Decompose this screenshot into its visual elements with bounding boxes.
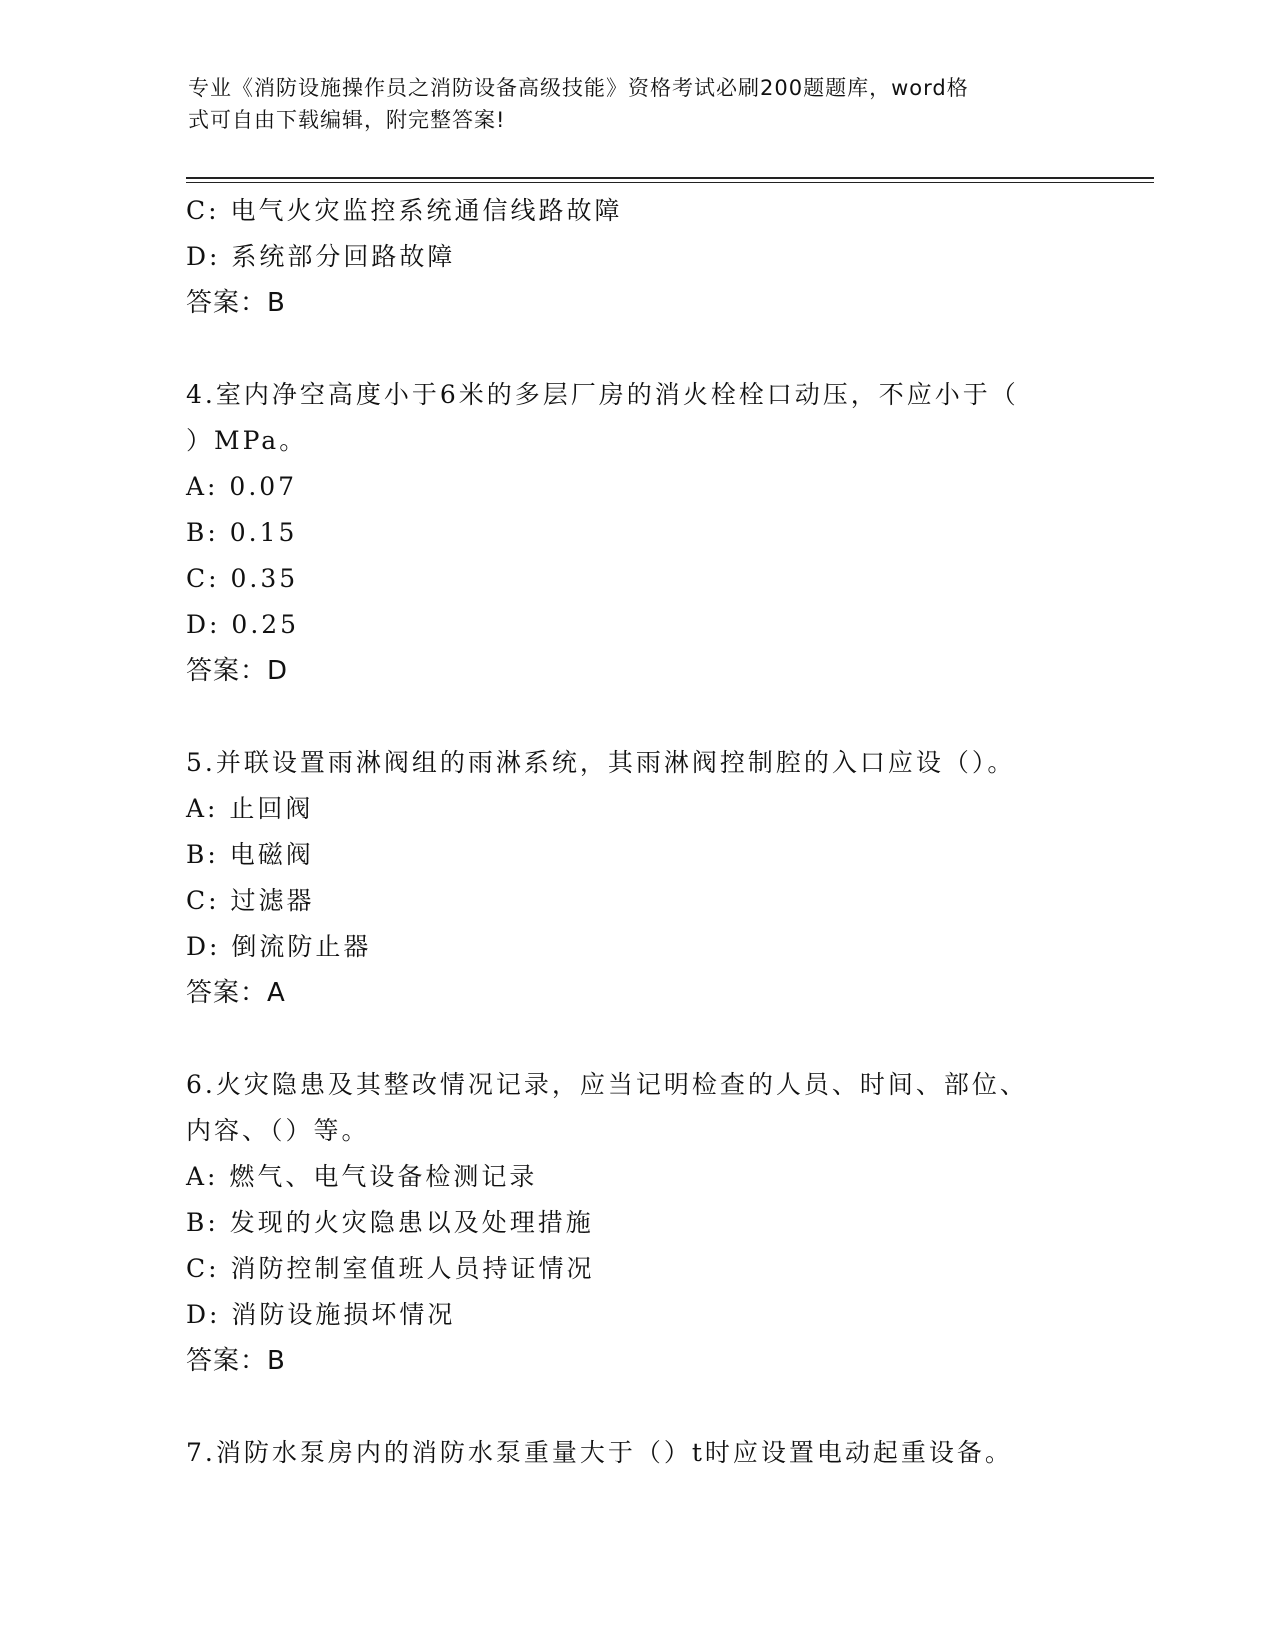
option-a: A: 0.07	[186, 472, 298, 501]
question-stem-continued: ）MPa。	[186, 426, 308, 455]
question-4	[186, 372, 1086, 694]
option-d: D: 消防设施损坏情况	[186, 1300, 456, 1329]
spacer	[186, 1384, 1086, 1430]
answer: 答案：A	[186, 978, 286, 1008]
option-c: C: 0.35	[186, 564, 299, 593]
option-d: D: 倒流防止器	[186, 932, 372, 961]
question-stem: 7.消防水泵房内的消防水泵重量大于（）t时应设置电动起重设备。	[186, 1438, 1013, 1467]
spacer	[186, 326, 1086, 372]
option-d: D: 0.25	[186, 610, 300, 639]
document-header	[188, 72, 1068, 136]
question-7	[186, 1430, 1086, 1476]
option-b: B: 电磁阀	[186, 840, 314, 869]
header-line-1: 专业《消防设施操作员之消防设备高级技能》资格考试必刷200题题库，word格	[188, 76, 969, 100]
option-b: B: 0.15	[186, 518, 298, 547]
answer: 答案：D	[186, 656, 289, 686]
option-c: C: 消防控制室值班人员持证情况	[186, 1254, 595, 1283]
question-6	[186, 1062, 1086, 1384]
question-5	[186, 740, 1086, 1016]
option-c: C: 过滤器	[186, 886, 315, 915]
header-divider-thin	[186, 182, 1154, 183]
question-stem-continued: 内容、（）等。	[186, 1116, 370, 1145]
answer: 答案：B	[186, 1346, 286, 1376]
question-3	[186, 188, 1086, 326]
question-stem: 6.火灾隐患及其整改情况记录，应当记明检查的人员、时间、部位、	[186, 1070, 1028, 1099]
answer: 答案：B	[186, 288, 286, 318]
spacer	[186, 1016, 1086, 1062]
spacer	[186, 694, 1086, 740]
header-divider-thick	[186, 177, 1154, 179]
option-a: A: 止回阀	[186, 794, 314, 823]
option-a: A: 燃气、电气设备检测记录	[186, 1162, 538, 1191]
option-b: B: 发现的火灾隐患以及处理措施	[186, 1208, 594, 1237]
question-stem: 4.室内净空高度小于6米的多层厂房的消火栓栓口动压，不应小于（	[186, 380, 1019, 409]
question-stem: 5.并联设置雨淋阀组的雨淋系统，其雨淋阀控制腔的入口应设（）。	[186, 748, 1016, 777]
header-line-2: 式可自由下载编辑，附完整答案!	[188, 108, 506, 132]
option-d: D: 系统部分回路故障	[186, 242, 456, 271]
option-c: C: 电气火灾监控系统通信线路故障	[186, 196, 623, 225]
question-list	[186, 188, 1086, 1476]
